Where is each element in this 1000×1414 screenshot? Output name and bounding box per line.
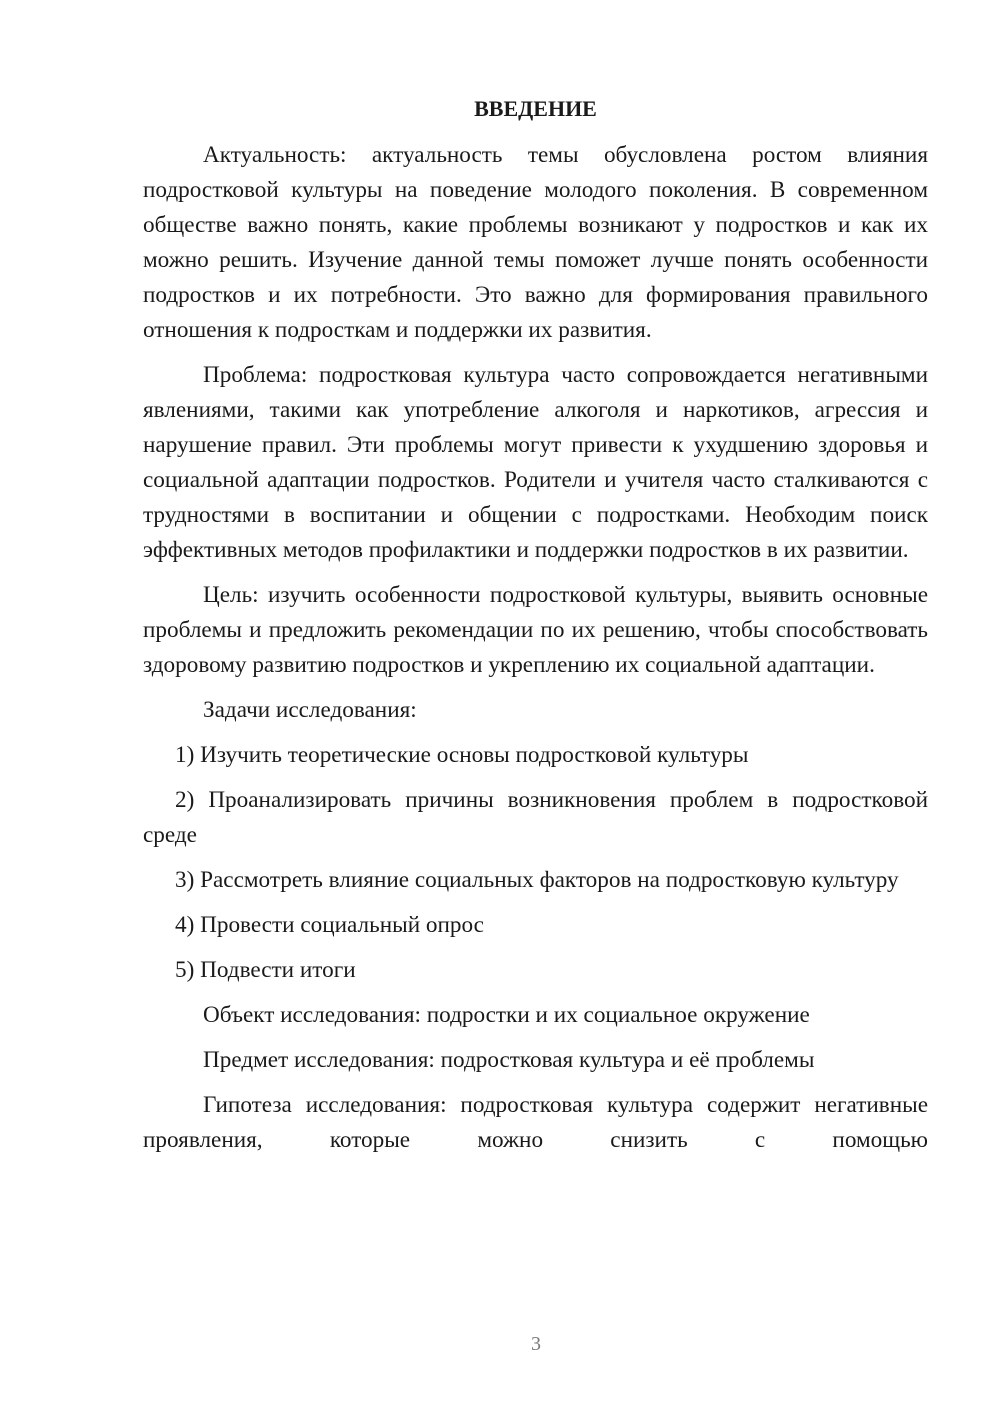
page-title: ВВЕДЕНИЕ bbox=[474, 96, 597, 121]
page-number: 3 bbox=[531, 1333, 541, 1355]
paragraph-relevance: Актуальность: актуальность темы обусловлена ростом влияния подростковой культуры на поведение молодого поколения. В современном обществе важно понять, какие проблемы возникают у подростков и как их можно решить. Изучение данной темы поможет лучше понять особенности подростков и их потребности. Это важно для формирования правильного отношения к подросткам и поддержки их развития. bbox=[143, 142, 928, 343]
task-item-1: 1) Изучить теоретические основы подростковой культуры bbox=[175, 742, 749, 768]
paragraph-subject: Предмет исследования: подростковая культура и её проблемы bbox=[203, 1047, 815, 1073]
task-item-5: 5) Подвести итоги bbox=[175, 957, 356, 983]
task-item-3: 3) Рассмотреть влияние социальных факторов на подростковую культуру bbox=[175, 867, 899, 893]
paragraph-problem: Проблема: подростковая культура часто сопровождается негативными явлениями, такими как употребление алкоголя и наркотиков, агрессия и нарушение правил. Эти проблемы могут привести к ухудшению здоровья и социальной адаптации подростков. Родители и учителя часто сталкиваются с трудностями в воспитании и общении с подростками. Необходим поиск эффективных методов профилактики и поддержки подростков в их развитии. bbox=[143, 362, 928, 563]
paragraph-hypothesis: Гипотеза исследования: подростковая культура содержит негативные проявления, которые можно снизить с помощью bbox=[143, 1092, 928, 1153]
tasks-heading: Задачи исследования: bbox=[203, 697, 417, 723]
task-item-4: 4) Провести социальный опрос bbox=[175, 912, 484, 938]
task-item-2: 2) Проанализировать причины возникновения проблем в подростковой среде bbox=[143, 787, 928, 848]
paragraph-object: Объект исследования: подростки и их социальное окружение bbox=[203, 1002, 810, 1028]
document-page bbox=[143, 92, 928, 1168]
paragraph-goal: Цель: изучить особенности подростковой культуры, выявить основные проблемы и предложить рекомендации по их решению, чтобы способствовать здоровому развитию подростков и укреплению их социальной адаптации. bbox=[143, 582, 928, 678]
